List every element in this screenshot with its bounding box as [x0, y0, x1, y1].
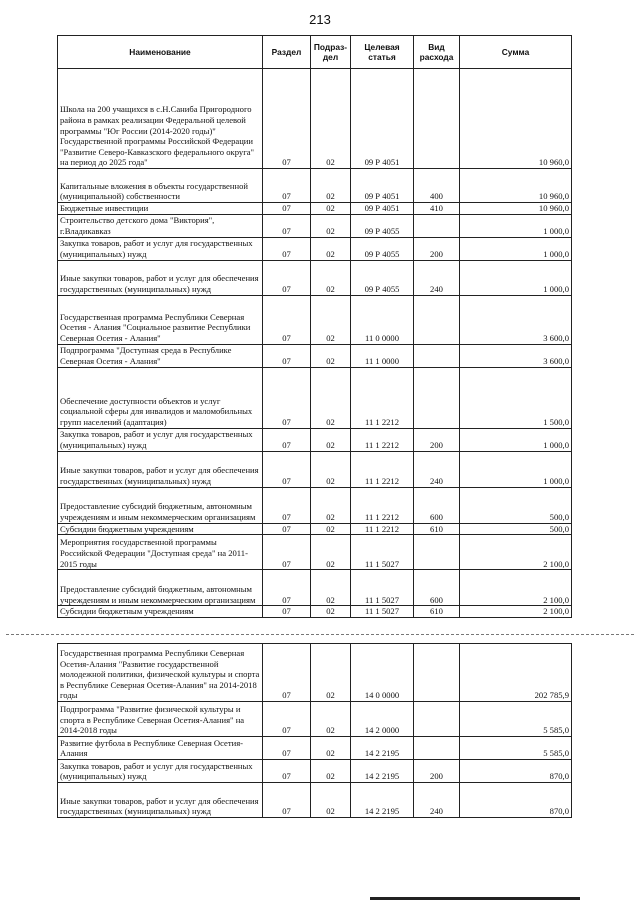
table-row: [58, 203, 572, 215]
cell-section: 07: [263, 702, 311, 737]
table-row: [58, 523, 572, 535]
cell-name: Подпрограмма "Доступная среда в Республике Северная Осетия - Алания": [58, 344, 263, 367]
cell-name: Капитальные вложения в объекты государственной (муниципальной) собственности: [58, 169, 263, 203]
table-row: [58, 487, 572, 523]
cell-section: 07: [263, 203, 311, 215]
table-row: [58, 69, 572, 169]
table-row: [58, 428, 572, 451]
cell-subsection: 02: [311, 237, 351, 260]
cell-section: 07: [263, 783, 311, 818]
cell-amount: 10 960,0: [460, 69, 572, 169]
table-row: [58, 760, 572, 783]
table-row: [58, 702, 572, 737]
header-section: Раздел: [263, 36, 311, 69]
cell-amount: 1 500,0: [460, 367, 572, 428]
table-row: [58, 169, 572, 203]
cell-section: 07: [263, 737, 311, 760]
cell-section: 07: [263, 344, 311, 367]
cell-section: 07: [263, 367, 311, 428]
cell-expense-type: 240: [414, 783, 460, 818]
table-row: [58, 237, 572, 260]
cell-expense-type: [414, 295, 460, 344]
cell-target: 11 1 2212: [351, 367, 414, 428]
cell-amount: 1 000,0: [460, 260, 572, 295]
cell-target: 11 1 2212: [351, 523, 414, 535]
cell-subsection: 02: [311, 760, 351, 783]
cell-section: 07: [263, 523, 311, 535]
cell-expense-type: [414, 644, 460, 702]
cell-amount: 500,0: [460, 523, 572, 535]
cell-name: Развитие футбола в Республике Северная Осетия-Алания: [58, 737, 263, 760]
cell-section: 07: [263, 295, 311, 344]
cell-target: 11 1 2212: [351, 428, 414, 451]
cell-subsection: 02: [311, 606, 351, 618]
cell-amount: 1 000,0: [460, 214, 572, 237]
cell-section: 07: [263, 644, 311, 702]
cell-amount: 1 000,0: [460, 428, 572, 451]
cell-expense-type: 600: [414, 487, 460, 523]
cell-target: 11 1 2212: [351, 451, 414, 487]
cell-subsection: 02: [311, 367, 351, 428]
cell-amount: 1 000,0: [460, 451, 572, 487]
cell-expense-type: [414, 367, 460, 428]
cell-subsection: 02: [311, 523, 351, 535]
cell-target: 09 Р 4055: [351, 260, 414, 295]
cell-amount: 3 600,0: [460, 295, 572, 344]
cell-expense-type: 600: [414, 570, 460, 606]
cell-section: 07: [263, 570, 311, 606]
table-row: [58, 644, 572, 702]
table-row: [58, 783, 572, 818]
table-row: [58, 214, 572, 237]
cell-name: Закупка товаров, работ и услуг для государственных (муниципальных) нужд: [58, 428, 263, 451]
cell-expense-type: [414, 737, 460, 760]
cell-subsection: 02: [311, 428, 351, 451]
cell-target: 14 2 2195: [351, 760, 414, 783]
cell-name: Предоставление субсидий бюджетным, автономным учреждениям и иным некоммерческим организациям: [58, 487, 263, 523]
cell-subsection: 02: [311, 295, 351, 344]
cell-expense-type: 410: [414, 203, 460, 215]
cell-section: 07: [263, 69, 311, 169]
cell-subsection: 02: [311, 69, 351, 169]
cell-amount: 2 100,0: [460, 535, 572, 570]
cell-target: 11 1 0000: [351, 344, 414, 367]
cell-subsection: 02: [311, 702, 351, 737]
cell-section: 07: [263, 535, 311, 570]
cell-subsection: 02: [311, 783, 351, 818]
header-expense-type: Вид расхода: [414, 36, 460, 69]
cell-expense-type: 400: [414, 169, 460, 203]
cell-subsection: 02: [311, 260, 351, 295]
cell-section: 07: [263, 487, 311, 523]
cell-amount: 500,0: [460, 487, 572, 523]
table-row: [58, 367, 572, 428]
scan-edge-line: [370, 897, 580, 900]
cell-name: Закупка товаров, работ и услуг для государственных (муниципальных) нужд: [58, 760, 263, 783]
cell-name: Школа на 200 учащихся в с.Н.Саниба Пригородного района в рамках реализации Федеральной целевой программы "Юг России (2014-2020 годы)" Государственной программы Российской Федерации "Развитие Северо-Кавказского федерального округа" на период до 2025 года": [58, 69, 263, 169]
cell-expense-type: [414, 702, 460, 737]
table-row: [58, 344, 572, 367]
cell-target: 14 0 0000: [351, 644, 414, 702]
cell-subsection: 02: [311, 203, 351, 215]
cell-section: 07: [263, 214, 311, 237]
table-row: [58, 737, 572, 760]
cell-name: Подпрограмма "Развитие физической культуры и спорта в Республике Северная Осетия-Алания" на 2014-2018 годы: [58, 702, 263, 737]
cell-subsection: 02: [311, 214, 351, 237]
budget-table-top: [57, 35, 572, 618]
cell-expense-type: 240: [414, 260, 460, 295]
cell-section: 07: [263, 169, 311, 203]
cell-name: Предоставление субсидий бюджетным, автономным учреждениям и иным некоммерческим организациям: [58, 570, 263, 606]
cell-name: Обеспечение доступности объектов и услуг социальной сферы для инвалидов и маломобильных групп населений (адаптация): [58, 367, 263, 428]
cell-target: 14 2 2195: [351, 737, 414, 760]
cell-section: 07: [263, 260, 311, 295]
header-amount: Сумма: [460, 36, 572, 69]
cell-expense-type: 200: [414, 760, 460, 783]
page-number: 213: [309, 12, 331, 27]
table-row: [58, 570, 572, 606]
header-target: Целевая статья: [351, 36, 414, 69]
cell-name: Закупка товаров, работ и услуг для государственных (муниципальных) нужд: [58, 237, 263, 260]
cell-amount: 2 100,0: [460, 606, 572, 618]
cell-amount: 5 585,0: [460, 737, 572, 760]
cell-name: Субсидии бюджетным учреждениям: [58, 606, 263, 618]
cell-subsection: 02: [311, 535, 351, 570]
cell-expense-type: 610: [414, 523, 460, 535]
cell-target: 11 1 5027: [351, 606, 414, 618]
cell-subsection: 02: [311, 644, 351, 702]
cell-section: 07: [263, 237, 311, 260]
cell-name: Государственная программа Республики Северная Осетия-Алания "Развитие государственной молодежной политики, физической культуры и спорта в Республике Северная Осетия-Алания" на 2014-2018 годы: [58, 644, 263, 702]
cell-amount: 10 960,0: [460, 169, 572, 203]
cell-amount: 1 000,0: [460, 237, 572, 260]
cell-target: 09 Р 4051: [351, 69, 414, 169]
cell-name: Строительство детского дома "Виктория", г.Владикавказ: [58, 214, 263, 237]
cell-expense-type: [414, 69, 460, 169]
header-subsection: Подраз-дел: [311, 36, 351, 69]
table-header-row: [58, 36, 572, 69]
budget-table-bottom: [57, 643, 572, 818]
cell-amount: 202 785,9: [460, 644, 572, 702]
cell-subsection: 02: [311, 487, 351, 523]
cell-target: 11 0 0000: [351, 295, 414, 344]
cell-subsection: 02: [311, 169, 351, 203]
cell-target: 11 1 5027: [351, 570, 414, 606]
table-row: [58, 535, 572, 570]
cell-subsection: 02: [311, 344, 351, 367]
cell-target: 09 Р 4055: [351, 214, 414, 237]
cell-amount: 2 100,0: [460, 570, 572, 606]
cell-amount: 870,0: [460, 760, 572, 783]
cell-section: 07: [263, 451, 311, 487]
table-row: [58, 260, 572, 295]
table-row: [58, 606, 572, 618]
cell-target: 11 1 2212: [351, 487, 414, 523]
cell-section: 07: [263, 428, 311, 451]
cell-amount: 10 960,0: [460, 203, 572, 215]
cell-section: 07: [263, 606, 311, 618]
cell-target: 09 Р 4051: [351, 203, 414, 215]
cell-section: 07: [263, 760, 311, 783]
page-cut-line: [6, 634, 634, 635]
cell-name: Субсидии бюджетным учреждениям: [58, 523, 263, 535]
cell-expense-type: 200: [414, 237, 460, 260]
cell-expense-type: [414, 214, 460, 237]
cell-expense-type: 610: [414, 606, 460, 618]
cell-name: Иные закупки товаров, работ и услуг для обеспечения государственных (муниципальных) нужд: [58, 783, 263, 818]
cell-subsection: 02: [311, 451, 351, 487]
cell-target: 14 2 2195: [351, 783, 414, 818]
cell-name: Мероприятия государственной программы Российской Федерации "Доступная среда" на 2011-2015 годы: [58, 535, 263, 570]
cell-expense-type: 240: [414, 451, 460, 487]
cell-name: Иные закупки товаров, работ и услуг для обеспечения государственных (муниципальных) нужд: [58, 451, 263, 487]
table-row: [58, 451, 572, 487]
cell-name: Государственная программа Республики Северная Осетия - Алания "Социальное развитие Республики Северная Осетия - Алания": [58, 295, 263, 344]
cell-expense-type: [414, 535, 460, 570]
cell-target: 09 Р 4055: [351, 237, 414, 260]
cell-amount: 5 585,0: [460, 702, 572, 737]
cell-amount: 870,0: [460, 783, 572, 818]
cell-target: 09 Р 4051: [351, 169, 414, 203]
cell-expense-type: 200: [414, 428, 460, 451]
cell-subsection: 02: [311, 737, 351, 760]
table-row: [58, 295, 572, 344]
header-name: Наименование: [58, 36, 263, 69]
cell-name: Бюджетные инвестиции: [58, 203, 263, 215]
cell-target: 11 1 5027: [351, 535, 414, 570]
cell-expense-type: [414, 344, 460, 367]
cell-subsection: 02: [311, 570, 351, 606]
cell-name: Иные закупки товаров, работ и услуг для обеспечения государственных (муниципальных) нужд: [58, 260, 263, 295]
cell-target: 14 2 0000: [351, 702, 414, 737]
cell-amount: 3 600,0: [460, 344, 572, 367]
